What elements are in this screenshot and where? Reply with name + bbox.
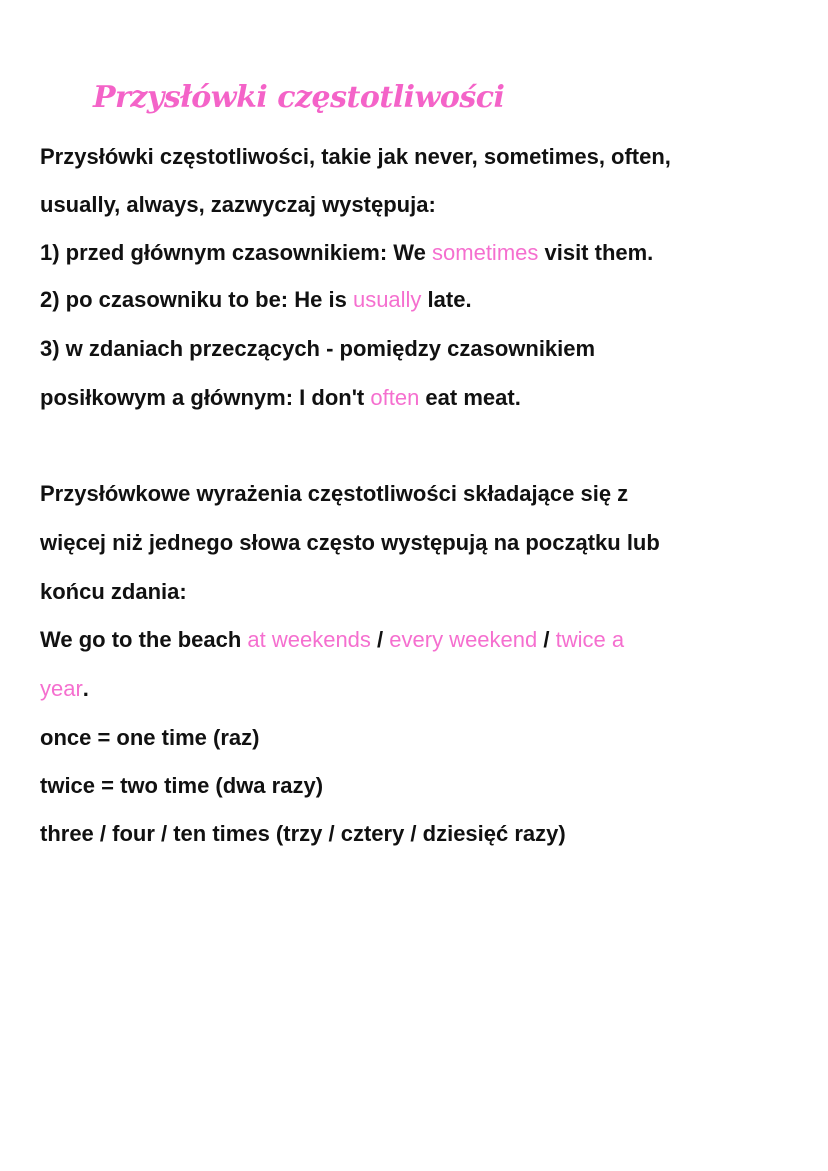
- text-line: [40, 384, 521, 412]
- text-segment: once = one time (raz): [40, 725, 260, 750]
- text-line: [40, 772, 323, 800]
- highlighted-example: year: [40, 676, 83, 701]
- highlighted-example: every weekend: [389, 627, 538, 652]
- highlighted-example: twice a: [555, 627, 625, 652]
- text-line: [40, 335, 595, 363]
- highlighted-example: sometimes: [432, 240, 539, 265]
- text-line: [40, 529, 660, 557]
- text-segment: /: [370, 627, 390, 652]
- page-title: Przysłówki częstotliwości: [93, 80, 505, 115]
- text-line: [40, 286, 472, 314]
- text-segment: eat meat.: [419, 385, 521, 410]
- text-line: [40, 675, 89, 703]
- text-line: [40, 578, 187, 606]
- text-line: [40, 626, 624, 654]
- text-segment: late.: [421, 287, 472, 312]
- text-segment: Przysłówkowe wyrażenia częstotliwości składające się z: [40, 481, 629, 506]
- highlighted-example: usually: [352, 287, 422, 312]
- text-segment: Przysłówki częstotliwości, takie jak never, sometimes, often,: [40, 144, 671, 169]
- text-segment: 3) w zdaniach przeczących - pomiędzy czasownikiem: [40, 336, 596, 361]
- text-line: [40, 239, 653, 267]
- text-segment: więcej niż jednego słowa często występują na początku lub: [40, 530, 660, 555]
- text-segment: usually, always, zazwyczaj występuja:: [40, 192, 436, 217]
- text-segment: three / four / ten times (trzy / cztery / dziesięć razy): [40, 821, 566, 846]
- text-segment: /: [537, 627, 556, 652]
- text-segment: końcu zdania:: [40, 579, 187, 604]
- text-line: [40, 480, 628, 508]
- text-line: [40, 143, 671, 171]
- text-segment: visit them.: [538, 240, 654, 265]
- text-segment: We go to the beach: [40, 627, 248, 652]
- highlighted-example: often: [370, 385, 420, 410]
- text-line: [40, 820, 566, 848]
- text-segment: posiłkowym a głównym: I don't: [40, 385, 371, 410]
- text-segment: 1) przed głównym czasownikiem: We: [40, 240, 433, 265]
- text-segment: 2) po czasowniku to be: He is: [40, 287, 353, 312]
- highlighted-example: at weekends: [247, 627, 371, 652]
- text-line: [40, 724, 259, 752]
- text-segment: twice = two time (dwa razy): [40, 773, 324, 798]
- text-segment: .: [82, 676, 89, 701]
- text-line: [40, 191, 436, 219]
